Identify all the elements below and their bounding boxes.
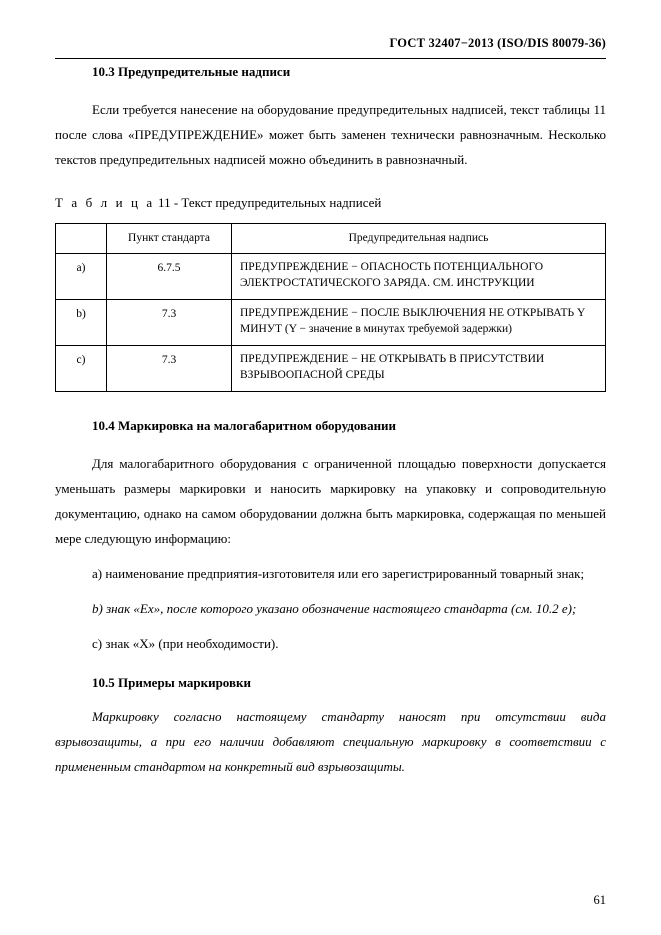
paragraph-10-5: Маркировку согласно настоящему стандарту наносят при отсутствии вида взрывозащиты, а при его наличии добавляют специальную маркировку в соответствии с примененным стандартом на конкретный вид взрывозащиты. — [55, 709, 606, 775]
list-item-b: b) знак «Ех», после которого указано обозначение настоящего стандарта (см. 10.2 e); — [92, 601, 577, 617]
row-warning-text: ПРЕДУПРЕЖДЕНИЕ − НЕ ОТКРЫВАТЬ В ПРИСУТСТВИИ ВЗРЫВООПАСНОЙ СРЕДЫ — [232, 346, 606, 392]
paragraph-10-3: Если требуется нанесение на оборудование предупредительных надписей, текст таблицы 11 после слова «ПРЕДУПРЕЖДЕНИЕ» может быть заменен технически равнозначным. Несколько текстов предупредительных надписей можно объединить в равнозначный. — [55, 102, 606, 167]
row-clause: 7.3 — [107, 300, 232, 346]
table-row — [56, 346, 606, 392]
row-letter: с) — [56, 346, 107, 392]
table-header-clause: Пункт стандарта — [107, 223, 232, 254]
spacer — [55, 392, 606, 418]
table-header-letter — [56, 223, 107, 254]
spacer — [55, 622, 606, 632]
heading-10-3: 10.3 Предупредительные надписи — [92, 64, 291, 79]
row-warning-text: ПРЕДУПРЕЖДЕНИЕ − ПОСЛЕ ВЫКЛЮЧЕНИЯ НЕ ОТКРЫВАТЬ Y МИНУТ (Y − значение в минутах требуемой задержки) — [232, 300, 606, 346]
list-item-c: с) знак «Х» (при необходимости). — [92, 636, 279, 652]
row-warning-text: ПРЕДУПРЕЖДЕНИЕ − ОПАСНОСТЬ ПОТЕНЦИАЛЬНОГО ЭЛЕКТРОСТАТИЧЕСКОГО ЗАРЯДА. СМ. ИНСТРУКЦИИ — [232, 254, 606, 300]
spacer — [55, 80, 606, 98]
paragraph-10-4: Для малогабаритного оборудования с ограниченной площадью поверхности допускается уменьшать размеры маркировки и наносить маркировку на упаковку и сопроводительную документацию, однако на самом оборудовании должна быть маркировка, содержащая по меньшей мере следующую информацию: — [55, 456, 606, 547]
table-caption-number: 11 — [158, 194, 171, 210]
warning-markings-table — [55, 223, 606, 393]
page-number: 61 — [593, 893, 606, 907]
spacer — [55, 691, 606, 705]
table-caption — [55, 195, 606, 211]
table-caption-title: Текст предупредительных надписей — [181, 194, 382, 210]
spacer — [55, 552, 606, 562]
row-letter: а) — [56, 254, 107, 300]
table-header-warning: Предупредительная надпись — [232, 223, 606, 254]
row-letter: b) — [56, 300, 107, 346]
spacer — [55, 173, 606, 195]
header-divider — [55, 58, 606, 59]
spacer — [55, 434, 606, 452]
heading-10-5: 10.5 Примеры маркировки — [92, 675, 251, 691]
table-head — [56, 223, 606, 254]
table-row — [56, 254, 606, 300]
table-caption-label: Т а б л и ц а — [55, 194, 155, 210]
table-caption-dash: - — [173, 194, 179, 210]
table-body — [56, 254, 606, 392]
spacer — [55, 587, 606, 597]
list-item-a: а) наименование предприятия-изготовителя или его зарегистрированный товарный знак; — [92, 566, 585, 582]
row-clause: 7.3 — [107, 346, 232, 392]
heading-10-4: 10.4 Маркировка на малогабаритном оборудовании — [92, 418, 397, 434]
table-row — [56, 300, 606, 346]
page-header-standard-title: ГОСТ 32407−2013 (ISO/DIS 80079-36) — [389, 36, 606, 50]
row-clause: 6.7.5 — [107, 254, 232, 300]
table-header-row — [56, 223, 606, 254]
page-content — [55, 64, 606, 780]
spacer — [55, 657, 606, 675]
